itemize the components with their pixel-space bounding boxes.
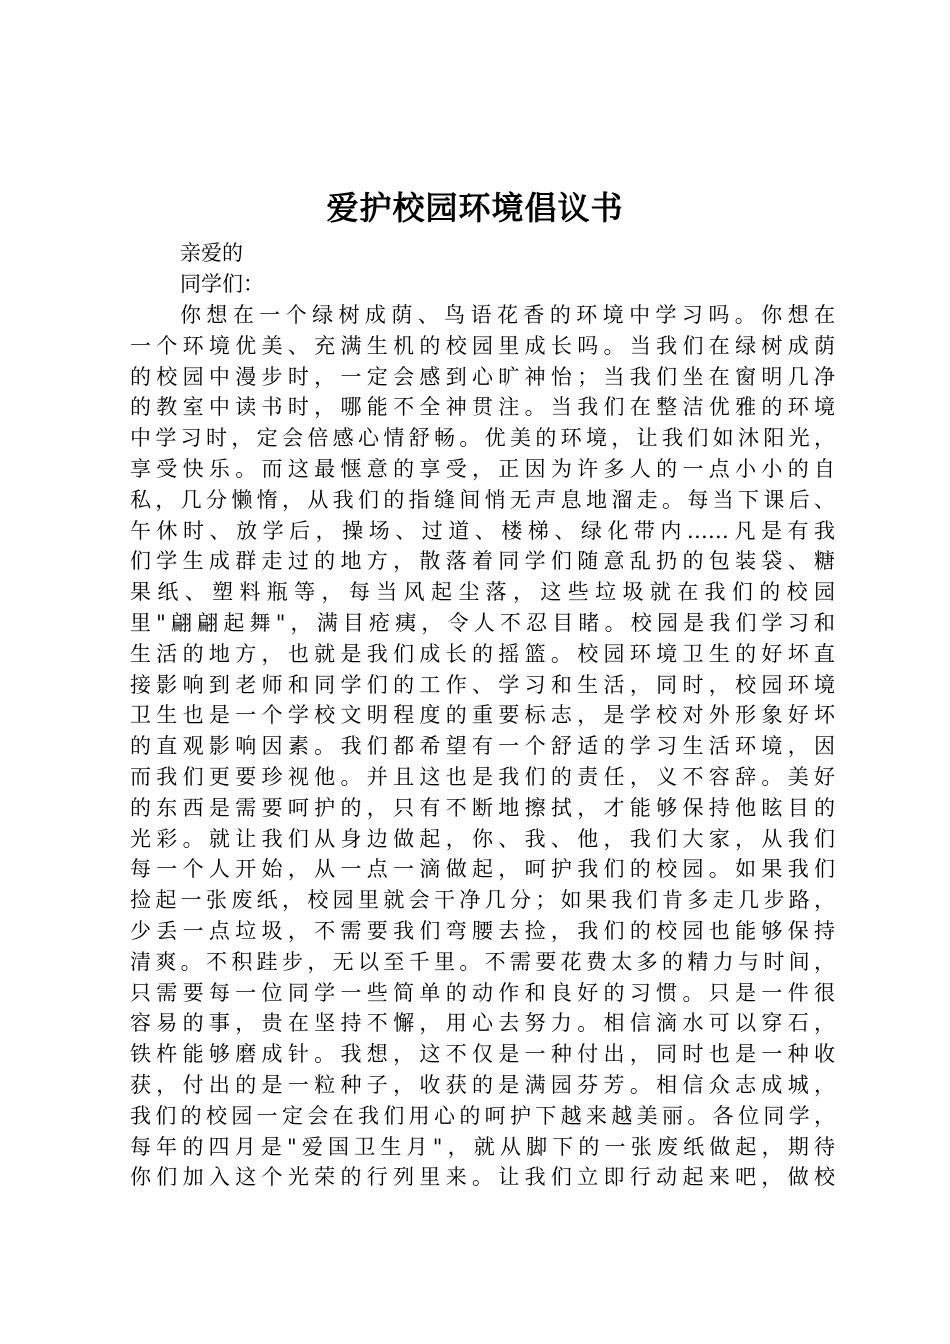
document-title: 爱护校园环境倡议书 [326, 189, 624, 227]
body-line: 少丢一点垃圾，不需要我们弯腰去捡，我们的校园也能够保持 [130, 918, 835, 943]
body-line: 的东西是需要呵护的，只有不断地擦拭，才能够保持他眩目的 [130, 795, 835, 820]
body-line: 清爽。不积跬步，无以至千里。不需要花费太多的精力与时间， [130, 949, 835, 974]
body-line: 午休时、放学后，操场、过道、楼梯、绿化带内……凡是有我 [130, 518, 835, 543]
body-line: 的校园中漫步时，一定会感到心旷神怡；当我们坐在窗明几净 [130, 364, 835, 389]
body-line: 只需要每一位同学一些简单的动作和良好的习惯。只是一件很 [130, 980, 835, 1005]
salutation-line-1: 亲爱的 [180, 241, 243, 265]
body-line: 每一个人开始，从一点一滴做起，呵护我们的校园。如果我们 [130, 857, 835, 882]
body-line: 果纸、塑料瓶等，每当风起尘落，这些垃圾就在我们的校园 [130, 580, 835, 605]
body-paragraph [130, 300, 835, 1193]
body-line: 享受快乐。而这最惬意的享受，正因为许多人的一点小小的自 [130, 456, 835, 481]
body-line: 接影响到老师和同学们的工作、学习和生活，同时，校园环境 [130, 672, 835, 697]
body-line: 生活的地方，也就是我们成长的摇篮。校园环境卫生的好坏直 [130, 641, 835, 666]
body-line: 中学习时，定会倍感心情舒畅。优美的环境，让我们如沐阳光， [130, 426, 835, 451]
body-line: 而我们更要珍视他。并且这也是我们的责任，义不容辞。美好 [130, 764, 835, 789]
body-line: 的直观影响因素。我们都希望有一个舒适的学习生活环境，因 [130, 734, 835, 759]
body-line: 捡起一张废纸，校园里就会干净几分；如果我们肯多走几步路， [130, 888, 835, 913]
body-line: 容易的事，贵在坚持不懈，用心去努力。相信滴水可以穿石， [130, 1011, 835, 1036]
body-line: 卫生也是一个学校文明程度的重要标志，是学校对外形象好坏 [130, 703, 835, 728]
body-line: 每年的四月是"爱国卫生月"，就从脚下的一张废纸做起，期待 [130, 1134, 835, 1159]
body-line: 我们的校园一定会在我们用心的呵护下越来越美丽。各位同学， [130, 1103, 835, 1128]
body-line: 光彩。就让我们从身边做起，你、我、他，我们大家，从我们 [130, 826, 835, 851]
body-line: 的教室中读书时，哪能不全神贯注。当我们在整洁优雅的环境 [130, 395, 835, 420]
body-line: 你想在一个绿树成荫、鸟语花香的环境中学习吗。你想在 [180, 303, 835, 327]
body-line: 你们加入这个光荣的行列里来。让我们立即行动起来吧，做校 [130, 1165, 835, 1190]
body-line: 获，付出的是一粒种子，收获的是满园芬芳。相信众志成城， [130, 1072, 835, 1097]
body-line: 们学生成群走过的地方，散落着同学们随意乱扔的包装袋、糖 [130, 549, 835, 574]
body-line: 一个环境优美、充满生机的校园里成长吗。当我们在绿树成荫 [130, 333, 835, 358]
salutation-line-2: 同学们： [180, 272, 264, 296]
body-line: 私，几分懒惰，从我们的指缝间悄无声息地溜走。每当下课后、 [130, 487, 835, 512]
body-line: 里"翩翩起舞"，满目疮痍，令人不忍目睹。校园是我们学习和 [130, 610, 835, 635]
body-line: 铁杵能够磨成针。我想，这不仅是一种付出，同时也是一种收 [130, 1042, 835, 1067]
